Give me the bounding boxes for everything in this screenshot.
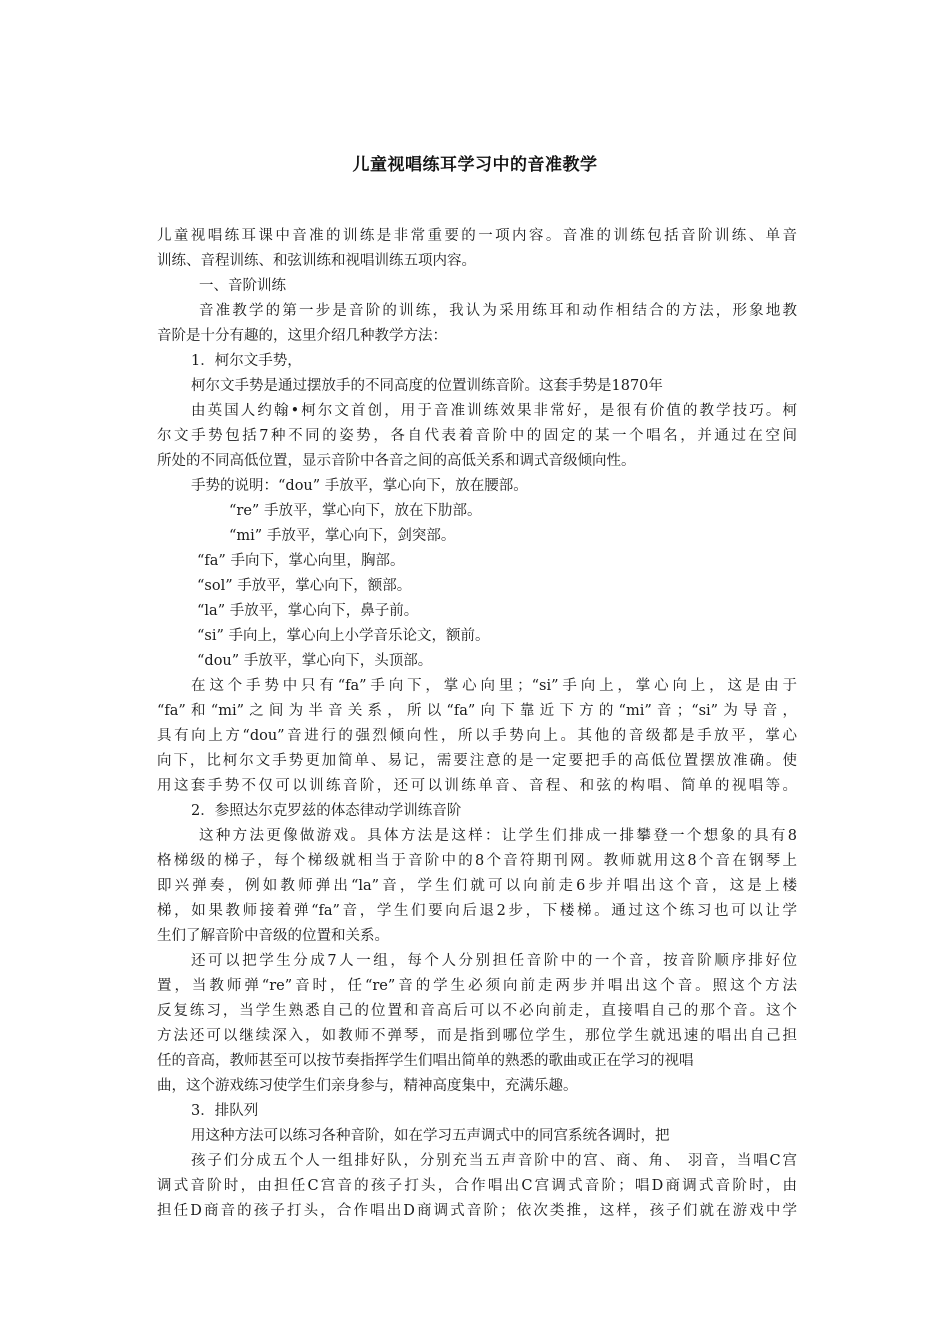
paragraph-line: 格梯级的梯子，每个梯级就相当于音阶中的8个音符期刊网。教师就用这8个音在钢琴上 [157,853,797,869]
paragraph-line: 方法还可以继续深入，如教师不弹琴，而是指到哪位学生，那位学生就迅速的唱出自己担 [157,1028,797,1044]
paragraph-line: 儿童视唱练耳课中音准的训练是非常重要的一项内容。音准的训练包括音阶训练、单音 [157,228,797,244]
gesture-line: “la” 手放平，掌心向下，鼻子前。 [197,603,419,619]
paragraph-line: 曲，这个游戏练习使学生们亲身参与，精神高度集中，充满乐趣。 [157,1078,578,1094]
paragraph-line: 置，当教师弹“re”音时，任“re”音的学生必须向前走两步并唱出这个音。照这个方法 [157,978,797,994]
paragraph-line: 所处的不同高低位置，显示音阶中各音之间的高低关系和调式音级倾向性。 [157,453,636,469]
subsection-heading: 3．排队列 [191,1103,259,1119]
gesture-line: “dou” 手放平，掌心向下，头顶部。 [197,653,433,669]
paragraph-line: 用这套手势不仅可以训练音阶，还可以训练单音、音程、和弦的构唱、简单的视唱等。 [157,778,797,794]
paragraph-line: 训练、音程训练、和弦训练和视唱训练五项内容。 [157,253,476,269]
paragraph-line: 由英国人约翰•柯尔文首创，用于音准训练效果非常好，是很有价值的教学技巧。柯 [191,403,797,419]
subsection-heading: 1．柯尔文手势， [191,353,302,369]
paragraph-line: 孩子们分成五个人一组排好队，分别充当五声音阶中的宫、商、角、 羽音，当唱C宫 [191,1153,797,1169]
paragraph-line: 尔文手势包括7种不同的姿势，各自代表着音阶中的固定的某一个唱名，并通过在空间 [157,428,797,444]
subsection-heading: 2．参照达尔克罗兹的体态律动学训练音阶 [191,803,462,819]
paragraph-line: 即兴弹奏，例如教师弹出“la”音，学生们就可以向前走6步并唱出这个音，这是上楼 [157,878,797,894]
paragraph-line: 柯尔文手势是通过摆放手的不同高度的位置训练音阶。这套手势是1870年 [191,378,663,394]
gesture-line: “fa” 手向下，掌心向里，胸部。 [197,553,405,569]
paragraph-line: 梯，如果教师接着弹“fa”音，学生们要向后退2步，下楼梯。通过这个练习也可以让学 [157,903,797,919]
document-body [157,224,797,1224]
paragraph-line: 任的音高，教师甚至可以按节奏指挥学生们唱出简单的熟悉的歌曲或正在学习的视唱 [157,1053,694,1069]
gesture-line: “mi” 手放平，掌心向下，剑突部。 [229,528,456,544]
paragraph-line: 还可以把学生分成7人一组，每个人分别担任音阶中的一个音，按音阶顺序排好位 [191,953,797,969]
paragraph-line: 向下，比柯尔文手势更加简单、易记，需要注意的是一定要把手的高低位置摆放准确。使 [157,753,797,769]
paragraph-line: 音准教学的第一步是音阶的训练，我认为采用练耳和动作相结合的方法，形象地教 [199,303,797,319]
document-title: 儿童视唱练耳学习中的音准教学 [352,155,598,175]
paragraph-line: 用这种方法可以练习各种音阶，如在学习五声调式中的同宫系统各调时，把 [191,1128,670,1144]
gesture-line: “sol” 手放平，掌心向下，额部。 [197,578,412,594]
gesture-line: “si” 手向上，掌心向上小学音乐论文，额前。 [197,628,490,644]
paragraph-line: 调式音阶时，由担任C宫音的孩子打头，合作唱出C宫调式音阶；唱D商调式音阶时，由 [157,1178,797,1194]
gesture-line: “re” 手放平，掌心向下，放在下肋部。 [229,503,482,519]
paragraph-line: “fa”和“mi”之间为半音关系，所以“fa”向下靠近下方的“mi”音；“si”为导音， [157,703,797,719]
paragraph-line: 担任D商音的孩子打头，合作唱出D商调式音阶；依次类推，这样，孩子们就在游戏中学 [157,1203,797,1219]
paragraph-line: 在这个手势中只有“fa”手向下，掌心向里；“si”手向上，掌心向上，这是由于 [191,678,797,694]
paragraph-line: 音阶是十分有趣的，这里介绍几种教学方法： [157,328,447,344]
paragraph-line: 反复练习，当学生熟悉自己的位置和音高后可以不必向前走，直接唱自己的那个音。这个 [157,1003,797,1019]
paragraph-line: 生们了解音阶中音级的位置和关系。 [157,928,389,944]
paragraph-line: 具有向上方“dou”音进行的强烈倾向性，所以手势向上。其他的音级都是手放平，掌心 [157,728,797,744]
section-heading: 一、音阶训练 [199,278,286,294]
paragraph-line: 这种方法更像做游戏。具体方法是这样：让学生们排成一排攀登一个想象的具有8 [199,828,797,844]
gesture-line: 手势的说明：“dou” 手放平，掌心向下，放在腰部。 [191,478,528,494]
